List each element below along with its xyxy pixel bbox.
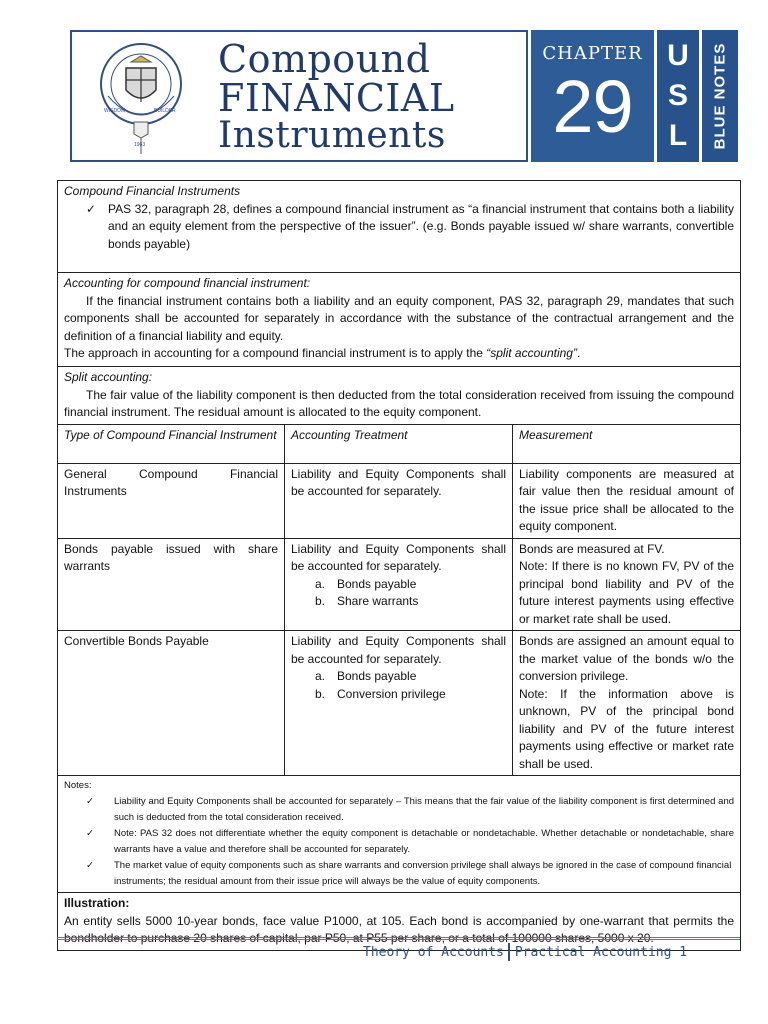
checkmark-icon: ✓ <box>86 828 94 839</box>
logo-year: 1963 <box>134 142 146 148</box>
treatment-cell: Liability and Equity Components shall be accounted for separately. <box>285 463 513 538</box>
measurement-text: Bonds are assigned an amount equal to the market value of the bonds w/o the conversion privilege. <box>519 634 735 683</box>
list-marker: b. <box>315 686 326 701</box>
illustration-text: An entity sells 5000 10-year bonds, face value P1000, at 105. Each bond is accompanied by one-warrant that permits the bondholder to purchase 20 shares of capital, par P50, at P55 per share, or a total of 100000 shares, 5000 x 20. <box>64 913 735 945</box>
bullet-item <box>86 201 734 254</box>
notes-list <box>64 794 734 890</box>
column-header: Accounting Treatment <box>285 424 513 463</box>
blue-notes-label: BLUE NOTES <box>711 42 729 150</box>
footer-divider <box>508 943 510 961</box>
paragraph: The fair value of the liability component is then deducted from the total consideration received from issuing the compound financial instrument. The residual amount is allocated to the equity component. <box>64 387 735 419</box>
table-row <box>58 631 741 776</box>
measurement-note: Note: If there is no known FV, PV of the principal bond liability and PV of the future interest payments using effective or market rate shall be used. <box>519 559 735 626</box>
checkmark-icon: ✓ <box>86 860 94 871</box>
list-text: Bonds payable <box>337 576 417 591</box>
measurement-cell <box>513 631 741 776</box>
checkmark-icon: ✓ <box>86 796 94 807</box>
logo-motto-right: BUILDER <box>154 108 176 114</box>
list-item <box>315 576 506 594</box>
page-footer <box>363 942 687 962</box>
section-heading: Accounting for compound financial instrument: <box>64 276 311 290</box>
chapter-label: CHAPTER <box>542 43 643 64</box>
notes-heading: Notes: <box>64 780 92 791</box>
title-box <box>70 30 528 162</box>
treatment-text: Liability and Equity Components shall be accounted for separately. <box>291 634 506 666</box>
note-text: Note: PAS 32 does not differentiate whether the equity component is detachable or nondetachable. Whether detachable or nondetachable, share warrants have a value and therefore shall be accounted for separately. <box>114 828 735 855</box>
table-row <box>58 463 741 538</box>
illustration-heading: Illustration: <box>64 896 130 910</box>
measurement-note: Note: If the information above is unknown, PV of the principal bond liability and PV of the future interest payments using effective or market rate shall be used. <box>519 686 735 771</box>
footer-left-text: Theory of Accounts <box>363 944 504 960</box>
checkmark-icon: ✓ <box>86 201 97 216</box>
section-accounting <box>58 273 741 367</box>
type-cell: Convertible Bonds Payable <box>58 631 285 776</box>
list-text: Bonds payable <box>337 669 417 683</box>
section-heading: Split accounting: <box>64 370 153 384</box>
type-cell: General Compound Financial Instruments <box>58 463 285 538</box>
page-title <box>218 37 455 156</box>
treatment-text: Liability and Equity Components shall be accounted for separately. <box>291 541 506 573</box>
list-marker: a. <box>315 576 326 591</box>
footer-right-text: Practical Accounting 1 <box>514 944 688 960</box>
table-header-row <box>58 424 741 463</box>
list-text: Share warrants <box>337 594 419 608</box>
logo-motto-left: WISDOM <box>104 108 126 114</box>
column-header: Type of Compound Financial Instrument <box>58 424 285 463</box>
note-item <box>86 858 734 890</box>
paragraph-text: The approach in accounting for a compound financial instrument is to apply the <box>64 346 487 360</box>
notes-row <box>58 776 741 893</box>
title-line-1: Compound <box>218 37 431 81</box>
type-cell: Bonds payable issued with share warrants <box>58 538 285 631</box>
list-item <box>315 668 506 686</box>
sub-list <box>291 576 506 611</box>
note-item <box>86 794 734 826</box>
column-header: Measurement <box>513 424 741 463</box>
university-seal-logo <box>98 38 184 156</box>
emphasis-text: “split accounting” <box>486 346 577 360</box>
list-marker: a. <box>315 669 326 683</box>
notes-document <box>57 180 741 951</box>
usl-letter-l: L <box>668 119 688 152</box>
section-compound <box>58 181 741 273</box>
footer-rule <box>57 939 740 940</box>
note-item <box>86 826 734 858</box>
sub-list <box>291 668 506 703</box>
measurement-cell: Liability components are measured at fair value then the residual amount of the issue price shall be allocated to the equity component. <box>513 463 741 538</box>
treatment-cell <box>285 631 513 776</box>
usl-badge <box>657 30 699 162</box>
treatment-cell <box>285 538 513 631</box>
table-row <box>58 538 741 631</box>
footer-rule <box>57 937 740 938</box>
paragraph <box>64 345 734 363</box>
measurement-text: Bonds are measured at FV. <box>519 541 665 556</box>
note-text: Liability and Equity Components shall be accounted for separately – This means that the fair value of the liability component is first determined and such is deducted from the total consideration received. <box>114 796 735 823</box>
measurement-cell <box>513 538 741 631</box>
usl-letter-s: S <box>667 79 688 112</box>
list-item <box>315 686 506 704</box>
title-line-2: FINANCIAL <box>218 76 455 120</box>
list-item <box>315 593 506 611</box>
list-marker: b. <box>315 594 326 608</box>
bullet-text: PAS 32, paragraph 28, defines a compound financial instrument as “a financial instrument that contains both a liability and an equity element from the perspective of the issuer”. (e.g. Bonds payable issued w/ share warrants, convertible bonds payable) <box>108 201 735 251</box>
note-text: The market value of equity components such as share warrants and conversion privilege shall always be ignored in the case of compound financial instruments; the residual amount from their issue price will always be the value of equity components. <box>114 860 732 887</box>
section-split <box>58 367 741 425</box>
blue-notes-tab <box>702 30 738 162</box>
paragraph: If the financial instrument contains both a liability and an equity component, PAS 32, paragraph 29, mandates that such components shall be accounted for separately in accordance with the substance of the contractual arrangement and the definition of a financial liability and equity. <box>64 293 735 343</box>
chapter-badge <box>531 30 654 162</box>
list-text: Conversion privilege <box>337 686 446 701</box>
usl-letter-u: U <box>667 39 689 72</box>
title-line-3: Instruments <box>218 115 446 156</box>
paragraph-text: . <box>576 346 581 360</box>
chapter-number: 29 <box>552 65 633 148</box>
bullet-list <box>64 201 734 254</box>
section-heading: Compound Financial Instruments <box>64 184 241 198</box>
